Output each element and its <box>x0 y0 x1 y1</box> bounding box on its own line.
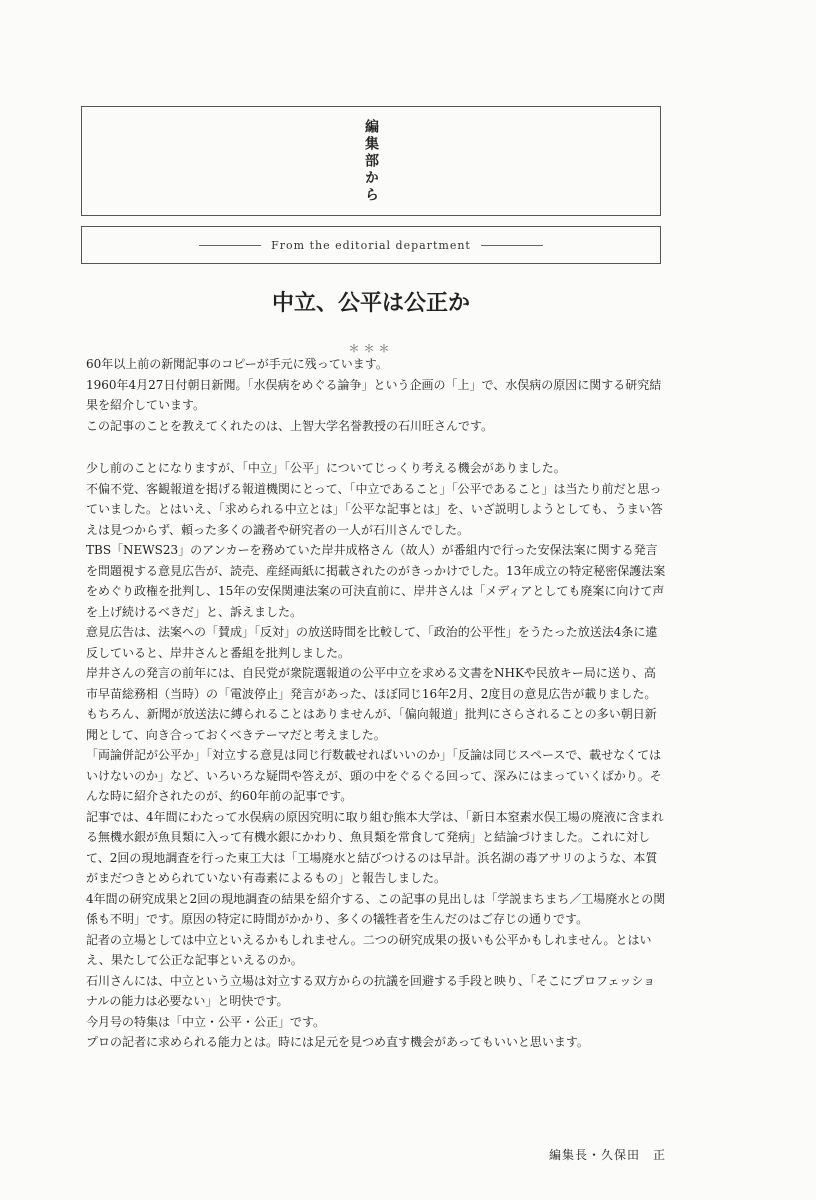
paragraph: 記事では、4年間にわたって水俣病の原因究明に取り組む熊本大学は、「新日本窒素水俣工場の廃液に含まれる無機水銀が魚貝類に入って有機水銀にかわり、魚貝類を常食して発病」と結論づけました。これに対して、2回の現地調査を行った東工大は「工場廃水と結びつけるのは早計。浜名湖の毒アサリのような、本質がまだつきとめられていない有毒素によるもの」と報告しました。 <box>86 809 664 885</box>
article-body <box>86 354 666 1053</box>
section-header-box <box>81 106 661 216</box>
paragraph: 岸井さんの発言の前年には、自民党が衆院選報道の公平中立を求める文書をNHKや民放キー局に送り、高市早苗総務相（当時）の「電波停止」発言があった、ほぼ同じ16年2月、2度目の意見広告が載りました。 <box>86 666 657 701</box>
paragraph: 60年以上前の新聞記事のコピーが手元に残っています。 <box>86 357 388 371</box>
divider-right <box>481 245 543 246</box>
paragraph: 記者の立場としては中立といえるかもしれません。二つの研究成果の扱いも公平かもしれません。とはいえ、果たして公正な記事といえるのか。 <box>86 932 652 967</box>
subtitle-text: From the editorial department <box>271 238 471 252</box>
paragraph: 1960年4月27日付朝日新聞。「水俣病をめぐる論争」という企画の「上」で、水俣病の原因に関する研究結果を紹介しています。 <box>86 377 662 412</box>
paragraph: もちろん、新聞が放送法に縛られることはありませんが、「偏向報道」批判にさらされることの多い朝日新聞として、向き合っておくべきテーマだと考えました。 <box>86 707 657 742</box>
paragraph-gap <box>86 436 666 458</box>
divider-left <box>199 245 261 246</box>
paragraph: TBS「NEWS23」のアンカーを務めていた岸井成格さん（故人）が番組内で行った安保法案に関する発言を問題視する意見広告が、読売、産経両紙に掲載されたのがきっかけでした。13年成立の特定秘密保護法案をめぐり政権を批判し、15年の安保関連法案の可決直前に、岸井さんは「メディアとしても廃案に向けて声を上げ続けるべきだ」と、訴えました。 <box>86 543 666 619</box>
paragraph: 今月号の特集は「中立・公平・公正」です。 <box>86 1014 326 1029</box>
section-label: 編集部から <box>363 118 379 204</box>
author-signature: 編集長・久保田 正 <box>548 1148 666 1162</box>
paragraph: 意見広告は、法案への「賛成」「反対」の放送時間を比較して、「政治的公平性」をうたった放送法4条に違反していると、岸井さんと番組を批判しました。 <box>86 625 658 660</box>
paragraph: この記事のことを教えてくれたのは、上智大学名誉教授の石川旺さんです。 <box>86 418 494 433</box>
paragraph: 石川さんには、中立という立場は対立する双方からの抗議を回避する手段と映り、「そこにプロフェッショナルの能力は必要ない」と明快です。 <box>86 973 656 1008</box>
subtitle-box <box>81 226 661 264</box>
paragraph: プロの記者に求められる能力とは。時には足元を見つめ直す機会があってもいいと思います。 <box>86 1035 589 1049</box>
paragraph: 「両論併記が公平か」「対立する意見は同じ行数載せればいいのか」「反論は同じスペースで、載せなくてはいけないのか」など、いろいろな疑問や答えが、頭の中をぐるぐる回って、深みにはまっていくばかり。そんな時に紹介されたのが、約60年前の記事です。 <box>86 748 662 803</box>
separator: ＊＊＊ <box>348 342 394 355</box>
article-title: 中立、公平は公正か <box>271 291 470 316</box>
paragraph: 少し前のことになりますが、「中立」「公平」についてじっくり考える機会がありました。 <box>86 461 566 475</box>
paragraph: 不偏不党、客観報道を掲げる報道機関にとって、「中立であること」「公平であること」は当たり前だと思っていました。とはいえ、「求められる中立とは」「公平な記事とは」を、いざ説明しようとしても、うまい答えは見つからず、頼った多くの識者や研究者の一人が石川さんでした。 <box>86 481 663 537</box>
paragraph: 4年間の研究成果と2回の現地調査の結果を紹介する、この記事の見出しは「学説まちまち／工場廃水との関係も不明」です。原因の特定に時間がかかり、多くの犠牲者を生んだのはご存じの通りです。 <box>86 891 666 926</box>
